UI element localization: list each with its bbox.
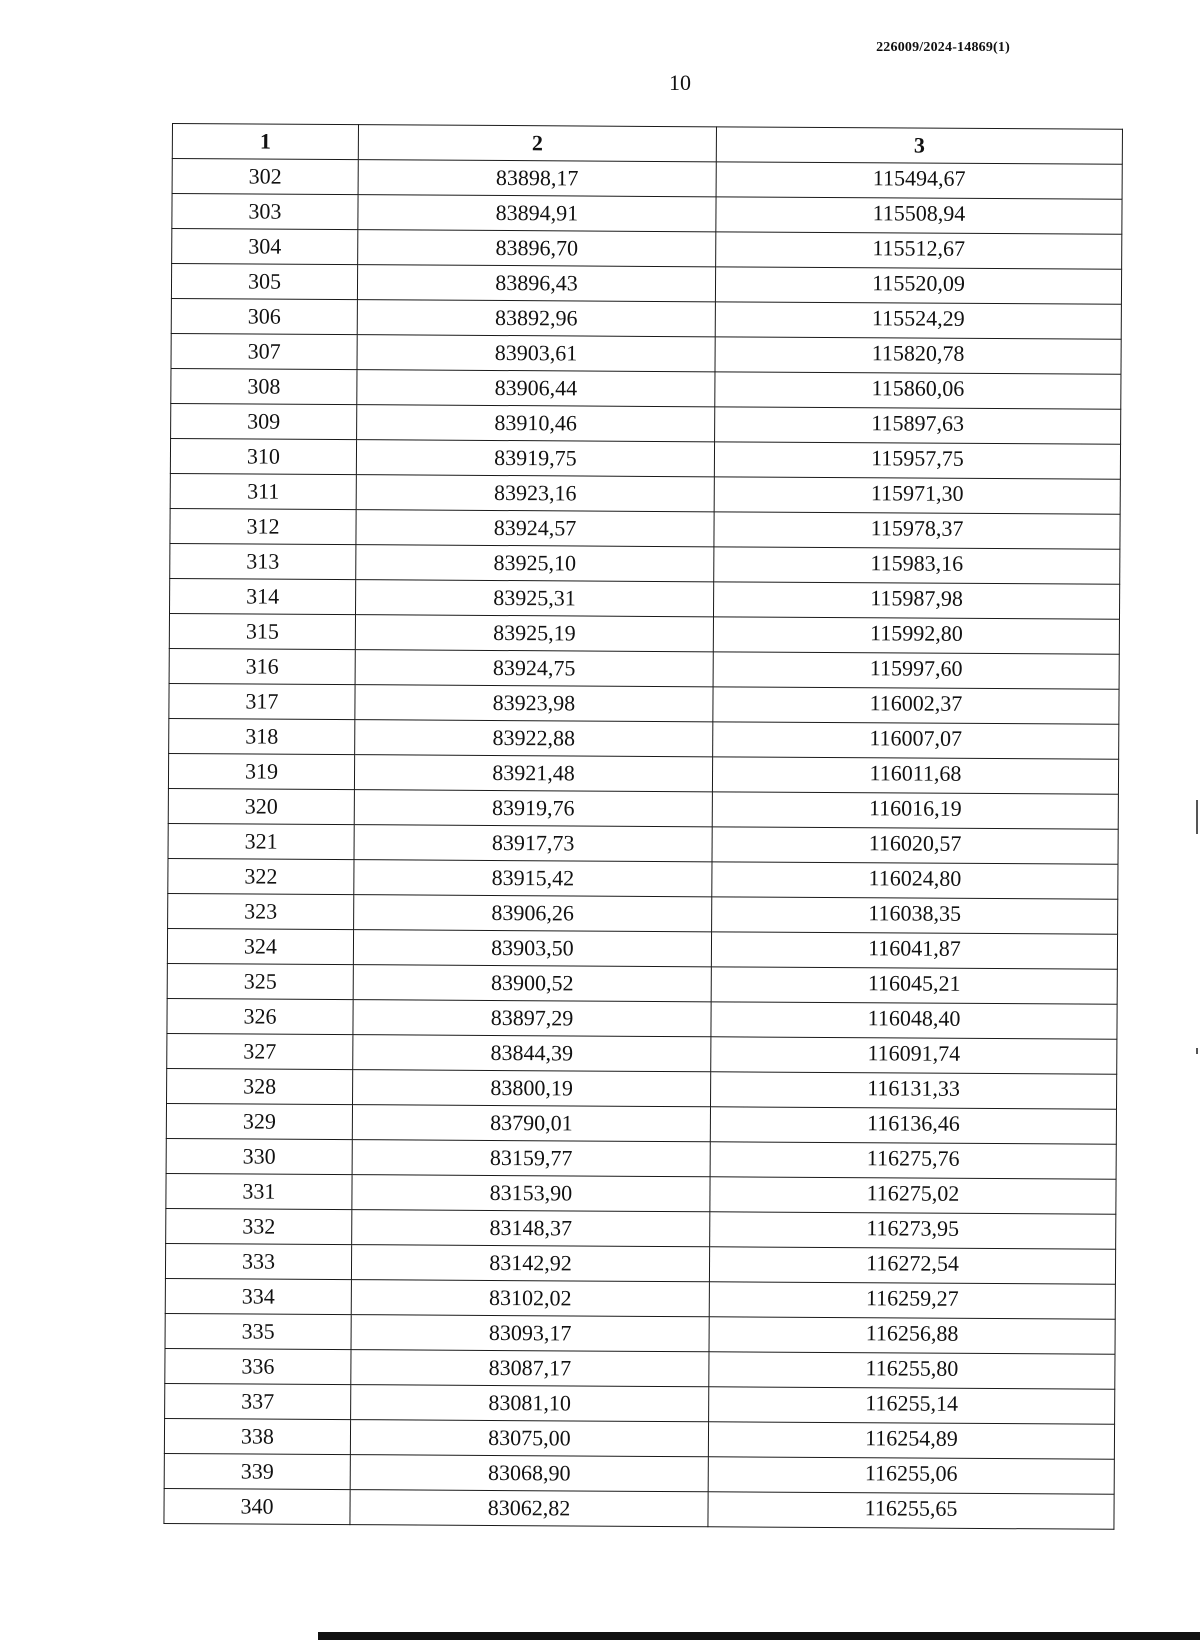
coordinate-y-cell: 116024,80 xyxy=(712,862,1118,899)
coordinate-x-cell: 83892,96 xyxy=(357,300,715,337)
point-number-cell: 302 xyxy=(172,159,358,195)
coordinate-x-cell: 83925,19 xyxy=(355,615,713,652)
table-row xyxy=(170,473,1120,514)
coordinate-x-cell: 83844,39 xyxy=(353,1035,711,1072)
coordinate-x-cell: 83159,77 xyxy=(352,1140,710,1177)
table-row xyxy=(166,1208,1116,1249)
coordinate-y-cell: 116007,07 xyxy=(713,722,1119,759)
coordinate-y-cell: 115983,16 xyxy=(714,547,1120,584)
coordinate-x-cell: 83896,43 xyxy=(357,265,715,302)
scan-edge-mark xyxy=(1196,1048,1198,1054)
coordinate-x-cell: 83075,00 xyxy=(350,1420,708,1457)
page-number: 10 xyxy=(669,70,691,95)
point-number-cell: 310 xyxy=(170,438,356,474)
point-number-cell: 339 xyxy=(164,1453,350,1489)
coordinate-y-cell: 116254,89 xyxy=(708,1422,1114,1459)
coordinate-x-cell: 83903,61 xyxy=(357,335,715,372)
table-body xyxy=(164,159,1122,1530)
table-row xyxy=(167,928,1117,969)
coordinate-x-cell: 83800,19 xyxy=(353,1070,711,1107)
coordinate-x-cell: 83910,46 xyxy=(357,405,715,442)
point-number-cell: 340 xyxy=(164,1488,350,1524)
table-row xyxy=(168,893,1118,934)
coordinate-y-cell: 115897,63 xyxy=(715,407,1121,444)
document-reference-number: 226009/2024-14869(1) xyxy=(876,40,1010,55)
point-number-cell: 311 xyxy=(170,473,356,509)
column-header-3: 3 xyxy=(716,127,1122,164)
coordinate-x-cell: 83081,10 xyxy=(351,1385,709,1422)
coordinate-x-cell: 83924,57 xyxy=(356,510,714,547)
table-row xyxy=(170,543,1120,584)
coordinate-y-cell: 116272,54 xyxy=(709,1247,1115,1284)
point-number-cell: 337 xyxy=(165,1383,351,1419)
coordinate-y-cell: 116259,27 xyxy=(709,1282,1115,1319)
table-row xyxy=(168,788,1118,829)
point-number-cell: 317 xyxy=(169,683,355,719)
point-number-cell: 325 xyxy=(167,963,353,999)
point-number-cell: 332 xyxy=(166,1208,352,1244)
point-number-cell: 312 xyxy=(170,508,356,544)
coordinate-x-cell: 83925,31 xyxy=(356,580,714,617)
coordinate-y-cell: 116011,68 xyxy=(712,757,1118,794)
coordinate-y-cell: 116255,65 xyxy=(708,1492,1114,1529)
coordinate-x-cell: 83923,16 xyxy=(356,475,714,512)
table-row xyxy=(171,333,1121,374)
point-number-cell: 319 xyxy=(168,753,354,789)
table-row xyxy=(166,1103,1116,1144)
coordinate-x-cell: 83897,29 xyxy=(353,1000,711,1037)
coordinates-table xyxy=(163,123,1123,1530)
coordinate-y-cell: 116275,76 xyxy=(710,1142,1116,1179)
point-number-cell: 336 xyxy=(165,1348,351,1384)
point-number-cell: 303 xyxy=(172,194,358,230)
point-number-cell: 330 xyxy=(166,1138,352,1174)
coordinate-y-cell: 116002,37 xyxy=(713,687,1119,724)
table-row xyxy=(167,963,1117,1004)
table-row xyxy=(171,264,1121,305)
coordinate-y-cell: 116016,19 xyxy=(712,792,1118,829)
table-row xyxy=(168,753,1118,794)
table-row xyxy=(167,1033,1117,1074)
point-number-cell: 313 xyxy=(170,543,356,579)
coordinate-y-cell: 115957,75 xyxy=(714,442,1120,479)
point-number-cell: 329 xyxy=(166,1103,352,1139)
table-row xyxy=(172,229,1122,270)
coordinate-x-cell: 83906,26 xyxy=(354,895,712,932)
coordinate-x-cell: 83790,01 xyxy=(352,1105,710,1142)
coordinate-x-cell: 83087,17 xyxy=(351,1350,709,1387)
coordinate-x-cell: 83062,82 xyxy=(350,1490,708,1527)
coordinate-x-cell: 83922,88 xyxy=(355,720,713,757)
coordinate-y-cell: 116045,21 xyxy=(711,967,1117,1004)
point-number-cell: 328 xyxy=(167,1068,353,1104)
coordinate-x-cell: 83894,91 xyxy=(358,195,716,232)
point-number-cell: 335 xyxy=(165,1313,351,1349)
coordinate-y-cell: 115512,67 xyxy=(716,232,1122,269)
coordinate-x-cell: 83148,37 xyxy=(352,1210,710,1247)
point-number-cell: 316 xyxy=(169,648,355,684)
coordinate-y-cell: 116020,57 xyxy=(712,827,1118,864)
coordinate-y-cell: 115987,98 xyxy=(713,582,1119,619)
table-row xyxy=(169,648,1119,689)
coordinates-table-container xyxy=(163,123,1122,1530)
table-row xyxy=(165,1348,1115,1389)
coordinate-y-cell: 116041,87 xyxy=(711,932,1117,969)
table-row xyxy=(169,683,1119,724)
coordinate-x-cell: 83153,90 xyxy=(352,1175,710,1212)
point-number-cell: 307 xyxy=(171,333,357,369)
coordinate-y-cell: 115971,30 xyxy=(714,477,1120,514)
table-row xyxy=(166,1173,1116,1214)
coordinate-y-cell: 116256,88 xyxy=(709,1317,1115,1354)
scan-bottom-rule xyxy=(318,1632,1200,1640)
coordinate-y-cell: 115494,67 xyxy=(716,162,1122,199)
coordinate-x-cell: 83903,50 xyxy=(353,930,711,967)
table-row xyxy=(164,1418,1114,1459)
coordinate-y-cell: 116255,80 xyxy=(709,1352,1115,1389)
coordinate-y-cell: 115997,60 xyxy=(713,652,1119,689)
point-number-cell: 318 xyxy=(169,718,355,754)
point-number-cell: 314 xyxy=(170,578,356,614)
coordinate-x-cell: 83921,48 xyxy=(354,755,712,792)
table-header xyxy=(172,124,1122,165)
table-row xyxy=(170,508,1120,549)
point-number-cell: 322 xyxy=(168,858,354,894)
coordinate-y-cell: 116038,35 xyxy=(712,897,1118,934)
scan-edge-mark xyxy=(1196,800,1198,834)
coordinate-x-cell: 83900,52 xyxy=(353,965,711,1002)
coordinate-x-cell: 83093,17 xyxy=(351,1315,709,1352)
table-row xyxy=(172,194,1122,235)
point-number-cell: 306 xyxy=(171,298,357,334)
table-row xyxy=(165,1243,1115,1284)
table-row xyxy=(167,998,1117,1039)
point-number-cell: 315 xyxy=(169,613,355,649)
column-header-1: 1 xyxy=(172,124,358,160)
coordinate-y-cell: 116131,33 xyxy=(711,1072,1117,1109)
coordinate-y-cell: 116136,46 xyxy=(710,1107,1116,1144)
table-row xyxy=(171,403,1121,444)
table-row xyxy=(170,578,1120,619)
coordinate-y-cell: 115520,09 xyxy=(715,267,1121,304)
coordinate-x-cell: 83068,90 xyxy=(350,1455,708,1492)
table-row xyxy=(171,368,1121,409)
point-number-cell: 304 xyxy=(172,229,358,265)
coordinate-y-cell: 116273,95 xyxy=(710,1212,1116,1249)
table-row xyxy=(168,823,1118,864)
coordinate-y-cell: 115992,80 xyxy=(713,617,1119,654)
coordinate-x-cell: 83896,70 xyxy=(358,230,716,267)
coordinate-x-cell: 83924,75 xyxy=(355,650,713,687)
table-row xyxy=(169,718,1119,759)
coordinate-x-cell: 83923,98 xyxy=(355,685,713,722)
point-number-cell: 309 xyxy=(171,403,357,439)
column-header-2: 2 xyxy=(358,125,716,162)
table-row xyxy=(165,1383,1115,1424)
coordinate-y-cell: 115524,29 xyxy=(715,302,1121,339)
coordinate-y-cell: 116048,40 xyxy=(711,1002,1117,1039)
coordinate-x-cell: 83142,92 xyxy=(351,1245,709,1282)
point-number-cell: 333 xyxy=(165,1243,351,1279)
point-number-cell: 338 xyxy=(164,1418,350,1454)
coordinate-x-cell: 83917,73 xyxy=(354,825,712,862)
coordinate-x-cell: 83919,75 xyxy=(356,440,714,477)
point-number-cell: 326 xyxy=(167,998,353,1034)
table-row xyxy=(168,858,1118,899)
coordinate-x-cell: 83906,44 xyxy=(357,370,715,407)
coordinate-y-cell: 115820,78 xyxy=(715,337,1121,374)
table-header-row xyxy=(172,124,1122,165)
coordinate-x-cell: 83919,76 xyxy=(354,790,712,827)
coordinate-y-cell: 115978,37 xyxy=(714,512,1120,549)
point-number-cell: 331 xyxy=(166,1173,352,1209)
point-number-cell: 305 xyxy=(171,264,357,300)
point-number-cell: 323 xyxy=(168,893,354,929)
table-row xyxy=(164,1453,1114,1494)
point-number-cell: 320 xyxy=(168,788,354,824)
point-number-cell: 308 xyxy=(171,368,357,404)
coordinate-x-cell: 83915,42 xyxy=(354,860,712,897)
table-row xyxy=(171,298,1121,339)
table-row xyxy=(167,1068,1117,1109)
point-number-cell: 324 xyxy=(167,928,353,964)
table-row xyxy=(164,1488,1114,1529)
coordinate-x-cell: 83102,02 xyxy=(351,1280,709,1317)
table-row xyxy=(166,1138,1116,1179)
coordinate-x-cell: 83925,10 xyxy=(356,545,714,582)
table-row xyxy=(165,1313,1115,1354)
coordinate-x-cell: 83898,17 xyxy=(358,160,716,197)
table-row xyxy=(169,613,1119,654)
coordinate-y-cell: 116091,74 xyxy=(711,1037,1117,1074)
point-number-cell: 321 xyxy=(168,823,354,859)
point-number-cell: 334 xyxy=(165,1278,351,1314)
coordinate-y-cell: 116275,02 xyxy=(710,1177,1116,1214)
point-number-cell: 327 xyxy=(167,1033,353,1069)
table-row xyxy=(170,438,1120,479)
table-row xyxy=(172,159,1122,200)
coordinate-y-cell: 116255,06 xyxy=(708,1457,1114,1494)
coordinate-y-cell: 116255,14 xyxy=(709,1387,1115,1424)
table-row xyxy=(165,1278,1115,1319)
coordinate-y-cell: 115860,06 xyxy=(715,372,1121,409)
coordinate-y-cell: 115508,94 xyxy=(716,197,1122,234)
